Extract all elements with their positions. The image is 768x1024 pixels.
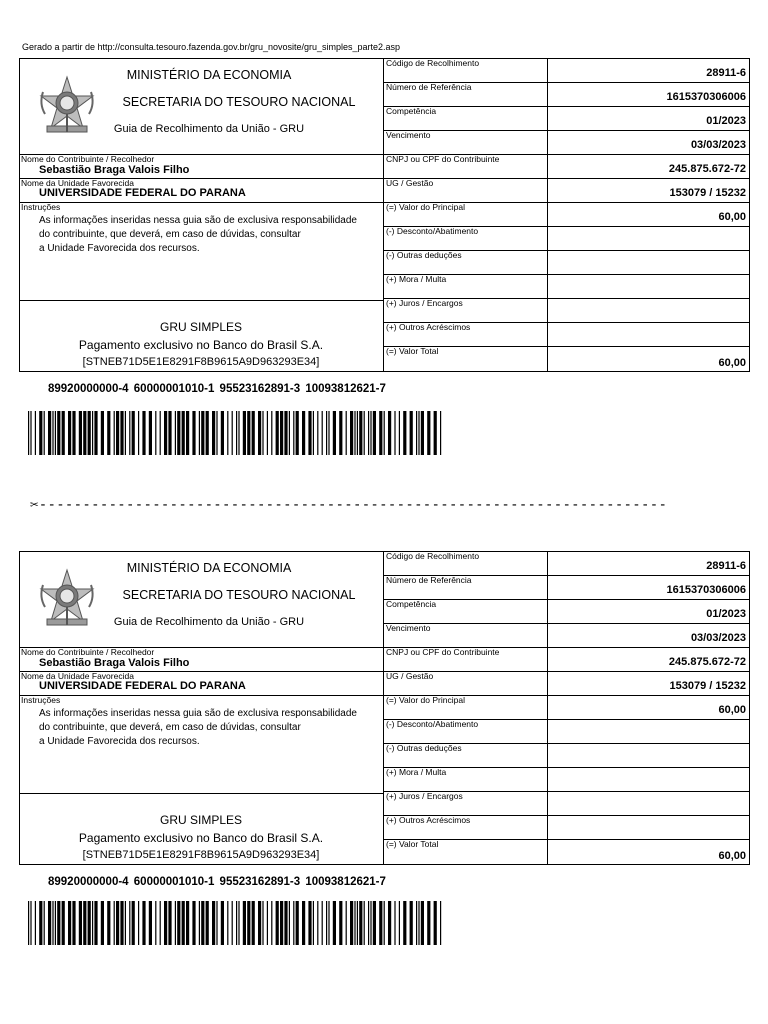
form-title: Guia de Recolhimento da União - GRU bbox=[113, 123, 305, 135]
barcode-bar bbox=[326, 411, 327, 455]
field-label: (+) Mora / Multa bbox=[386, 767, 447, 777]
field-value: 153079 / 15232 bbox=[669, 680, 746, 692]
barcode-bar bbox=[247, 411, 250, 455]
field-label: CNPJ ou CPF do Contribuinte bbox=[386, 154, 500, 164]
form-title: Guia de Recolhimento da União - GRU bbox=[113, 616, 305, 628]
barcode-bar bbox=[57, 901, 60, 945]
field-row-line bbox=[383, 130, 750, 131]
source-url-line: Gerado a partir de http://consulta.tesouro.fazenda.gov.br/gru_novosite/gru_simples_parte2.asp bbox=[22, 42, 401, 52]
barcode-bar bbox=[160, 411, 161, 455]
barcode-bar bbox=[125, 901, 126, 945]
field-label: Vencimento bbox=[386, 623, 431, 633]
barcode-bar bbox=[44, 901, 45, 945]
barcode-bar bbox=[164, 411, 167, 455]
barcode-bar bbox=[238, 901, 239, 945]
instruction-line: do contribuinte, que deverá, em caso de dúvidas, consultar bbox=[39, 722, 301, 733]
unit-label: Nome da Unidade Favorecida bbox=[21, 671, 134, 681]
barcode-bar bbox=[247, 901, 250, 945]
barcode-bar bbox=[308, 411, 311, 455]
barcode-bar bbox=[339, 901, 342, 945]
instruction-line: do contribuinte, que deverá, em caso de dúvidas, consultar bbox=[39, 229, 301, 240]
gru-simples-title: GRU SIMPLES bbox=[159, 813, 243, 827]
instructions-label: Instruções bbox=[21, 202, 61, 212]
barcode-bar bbox=[368, 411, 369, 455]
barcode-bar bbox=[216, 411, 217, 455]
barcode-bar bbox=[258, 411, 261, 455]
barcode-bar bbox=[403, 901, 406, 945]
unit-name: UNIVERSIDADE FEDERAL DO PARANA bbox=[39, 680, 246, 692]
barcode-bar bbox=[394, 411, 395, 455]
field-label: Número de Referência bbox=[386, 575, 472, 585]
barcode-bar bbox=[39, 411, 42, 455]
field-value: 60,00 bbox=[718, 211, 746, 223]
barcode-bar bbox=[72, 901, 75, 945]
barcode-bar bbox=[120, 411, 123, 455]
barcode-bar bbox=[357, 411, 358, 455]
barcode-bar bbox=[388, 901, 391, 945]
field-label: (-) Desconto/Abatimento bbox=[386, 226, 479, 236]
barcode-bar bbox=[149, 411, 152, 455]
gru-slip bbox=[19, 551, 750, 865]
field-row-line bbox=[383, 599, 750, 600]
field-label: CNPJ ou CPF do Contribuinte bbox=[386, 647, 500, 657]
row-line bbox=[19, 793, 383, 794]
barcode-bar bbox=[177, 901, 180, 945]
field-value: 245.875.672-72 bbox=[668, 163, 746, 175]
barcode-bar bbox=[238, 411, 239, 455]
barcode-bar bbox=[403, 411, 406, 455]
field-label: (+) Juros / Encargos bbox=[386, 791, 463, 801]
barcode-bar bbox=[164, 901, 167, 945]
barcode-bar bbox=[434, 411, 437, 455]
instruction-line: a Unidade Favorecida dos recursos. bbox=[39, 243, 200, 254]
barcode-digits: 89920000000-4 60000001010-1 95523162891-3 10093812621-7 bbox=[48, 383, 386, 395]
barcode-bar bbox=[83, 411, 86, 455]
field-label: (=) Valor do Principal bbox=[386, 202, 465, 212]
barcode-bar bbox=[271, 411, 272, 455]
ministry-title: MINISTÉRIO DA ECONOMIA bbox=[126, 68, 292, 82]
barcode-bar bbox=[267, 901, 268, 945]
barcode-bar bbox=[138, 901, 139, 945]
contributor-label: Nome do Contribuinte / Recolhedor bbox=[21, 647, 155, 657]
barcode-bar bbox=[427, 901, 430, 945]
barcode-bar bbox=[280, 901, 283, 945]
instruction-line: a Unidade Favorecida dos recursos. bbox=[39, 736, 200, 747]
field-value: 60,00 bbox=[718, 850, 746, 862]
barcode-bar bbox=[350, 411, 353, 455]
barcode-bar bbox=[267, 411, 268, 455]
ministry-title: MINISTÉRIO DA ECONOMIA bbox=[126, 561, 292, 575]
barcode-bar bbox=[227, 411, 228, 455]
barcode-bar bbox=[346, 901, 347, 945]
barcode-bar bbox=[399, 411, 400, 455]
barcode-bar bbox=[52, 901, 53, 945]
gru-slip bbox=[19, 58, 750, 372]
barcode-bar bbox=[83, 901, 86, 945]
barcode-bar bbox=[48, 901, 51, 945]
secretariat-title: SECRETARIA DO TESOURO NACIONAL bbox=[122, 95, 356, 109]
barcode-bar bbox=[79, 411, 82, 455]
barcode-bar bbox=[155, 411, 156, 455]
barcode-bar bbox=[28, 901, 29, 945]
barcode-bar bbox=[313, 901, 314, 945]
barcode-bar bbox=[293, 411, 294, 455]
barcode-bar bbox=[212, 411, 215, 455]
barcode-bar bbox=[232, 411, 233, 455]
field-label: (=) Valor Total bbox=[386, 346, 439, 356]
barcode-bar bbox=[440, 901, 441, 945]
barcode-bar bbox=[252, 901, 255, 945]
barcode-bar bbox=[243, 411, 246, 455]
barcode-bar bbox=[175, 901, 176, 945]
barcode-bar bbox=[262, 411, 263, 455]
field-value: 28911-6 bbox=[706, 67, 746, 79]
barcode-bar bbox=[289, 411, 290, 455]
barcode-bar bbox=[317, 901, 318, 945]
barcode-bar bbox=[177, 411, 180, 455]
unit-name: UNIVERSIDADE FEDERAL DO PARANA bbox=[39, 187, 246, 199]
barcode-bar bbox=[313, 411, 314, 455]
barcode-bar bbox=[101, 901, 104, 945]
barcode-bar bbox=[68, 901, 71, 945]
barcode-bar bbox=[182, 901, 185, 945]
barcode-bar bbox=[30, 411, 31, 455]
field-value: 153079 / 15232 bbox=[669, 187, 746, 199]
barcode-bar bbox=[328, 411, 329, 455]
instructions-text bbox=[39, 214, 357, 256]
barcode-bar bbox=[354, 411, 355, 455]
barcode-bar bbox=[384, 901, 385, 945]
field-label: Número de Referência bbox=[386, 82, 472, 92]
barcode-bar bbox=[142, 411, 145, 455]
barcode-bar bbox=[296, 901, 299, 945]
barcode-bar bbox=[354, 901, 355, 945]
barcode-bar bbox=[48, 411, 51, 455]
barcode-bar bbox=[440, 411, 441, 455]
barcode-bar bbox=[55, 411, 56, 455]
field-value: 60,00 bbox=[718, 357, 746, 369]
barcode-bar bbox=[384, 411, 385, 455]
field-label: (+) Juros / Encargos bbox=[386, 298, 463, 308]
field-label: (+) Outros Acréscimos bbox=[386, 322, 471, 332]
barcode-bar bbox=[284, 411, 287, 455]
barcode-bar bbox=[114, 411, 115, 455]
barcode-bar bbox=[346, 411, 347, 455]
barcode-bar bbox=[236, 901, 237, 945]
barcode-bar bbox=[359, 411, 362, 455]
barcode-bar bbox=[394, 901, 395, 945]
barcode-bar bbox=[328, 901, 329, 945]
field-value: 01/2023 bbox=[706, 608, 746, 620]
barcode-bar bbox=[427, 411, 430, 455]
field-label: Competência bbox=[386, 599, 437, 609]
barcode-bar bbox=[182, 411, 185, 455]
field-value: 1615370306006 bbox=[666, 91, 746, 103]
barcode-bar bbox=[39, 901, 42, 945]
cut-dashes: ------------------------------------------------------------------------ bbox=[38, 497, 668, 513]
field-value: 60,00 bbox=[718, 704, 746, 716]
barcode-bar bbox=[421, 901, 424, 945]
barcode-bar bbox=[35, 411, 36, 455]
barcode-bar bbox=[357, 901, 358, 945]
cut-line bbox=[30, 497, 667, 513]
barcode-bar bbox=[116, 411, 119, 455]
barcode-bar bbox=[364, 411, 365, 455]
barcode-bar bbox=[149, 901, 152, 945]
barcode-bar bbox=[199, 901, 200, 945]
barcode-bar bbox=[101, 411, 104, 455]
payment-note: Pagamento exclusivo no Banco do Brasil S.A. bbox=[78, 338, 324, 352]
field-label: UG / Gestão bbox=[386, 671, 434, 681]
field-row-line bbox=[383, 623, 750, 624]
barcode-bar bbox=[192, 411, 195, 455]
barcode-bar bbox=[333, 901, 336, 945]
gru-code: [STNEB71D5E1E8291F8B9615A9D963293E34] bbox=[82, 356, 320, 368]
barcode-bar bbox=[79, 901, 82, 945]
field-value: 28911-6 bbox=[706, 560, 746, 572]
barcode-bar bbox=[289, 901, 290, 945]
barcode-bar bbox=[94, 901, 97, 945]
barcode-bar bbox=[410, 411, 413, 455]
row-line bbox=[19, 695, 383, 696]
field-row-line bbox=[383, 671, 750, 672]
barcode-bar bbox=[416, 901, 417, 945]
barcode-bar bbox=[199, 411, 200, 455]
row-line bbox=[19, 202, 383, 203]
barcode-bar bbox=[62, 411, 65, 455]
barcode-bar bbox=[364, 901, 365, 945]
barcode-bar bbox=[57, 411, 60, 455]
field-label: UG / Gestão bbox=[386, 178, 434, 188]
barcode-bar bbox=[62, 901, 65, 945]
barcode-bar bbox=[35, 901, 36, 945]
barcode-bar bbox=[276, 411, 279, 455]
gru-simples-title: GRU SIMPLES bbox=[159, 320, 243, 334]
barcode-bar bbox=[399, 901, 400, 945]
barcode-bar bbox=[129, 411, 130, 455]
field-value: 01/2023 bbox=[706, 115, 746, 127]
contributor-label: Nome do Contribuinte / Recolhedor bbox=[21, 154, 155, 164]
barcode-bar bbox=[379, 411, 382, 455]
barcode-bar bbox=[168, 901, 171, 945]
barcode-bar bbox=[132, 411, 135, 455]
barcode-bar bbox=[373, 901, 376, 945]
barcode-bar bbox=[175, 411, 176, 455]
field-value: 03/03/2023 bbox=[690, 139, 746, 151]
field-label: Código de Recolhimento bbox=[386, 551, 480, 561]
barcode-bar bbox=[92, 901, 93, 945]
coat-of-arms-icon bbox=[35, 74, 99, 138]
barcode-bar bbox=[206, 901, 209, 945]
barcode-bar bbox=[276, 901, 279, 945]
barcode-bar bbox=[227, 901, 228, 945]
barcode-bar bbox=[30, 901, 31, 945]
field-label: Competência bbox=[386, 106, 437, 116]
barcode-bar bbox=[206, 411, 209, 455]
barcode-digits: 89920000000-4 60000001010-1 95523162891-3 10093812621-7 bbox=[48, 876, 386, 888]
barcode-bar bbox=[88, 411, 91, 455]
barcode-bar bbox=[107, 901, 110, 945]
barcode-bar bbox=[116, 901, 119, 945]
field-label: (-) Outras deduções bbox=[386, 250, 462, 260]
barcode-bar bbox=[55, 901, 56, 945]
barcode-bar bbox=[302, 411, 305, 455]
barcode-bar bbox=[339, 411, 342, 455]
field-label: Vencimento bbox=[386, 130, 431, 140]
barcode-bar bbox=[434, 901, 437, 945]
barcode-bar bbox=[359, 901, 362, 945]
barcode-bar bbox=[317, 411, 318, 455]
barcode-bar bbox=[221, 901, 224, 945]
field-label: (=) Valor do Principal bbox=[386, 695, 465, 705]
barcode-bar bbox=[258, 901, 261, 945]
barcode-bar bbox=[373, 411, 376, 455]
instruction-line: As informações inseridas nessa guia são de exclusiva responsabilidade bbox=[39, 215, 357, 226]
barcode-bar bbox=[243, 901, 246, 945]
barcode-bar bbox=[107, 411, 110, 455]
barcode-bar bbox=[94, 411, 97, 455]
barcode-bar bbox=[271, 901, 272, 945]
field-row-line bbox=[383, 106, 750, 107]
barcode-bar bbox=[293, 901, 294, 945]
payment-note: Pagamento exclusivo no Banco do Brasil S.A. bbox=[78, 831, 324, 845]
barcode-bar bbox=[418, 901, 419, 945]
barcode-bar bbox=[416, 411, 417, 455]
barcode-bar bbox=[92, 411, 93, 455]
coat-of-arms-icon bbox=[35, 567, 99, 631]
instruction-line: As informações inseridas nessa guia são de exclusiva responsabilidade bbox=[39, 708, 357, 719]
barcode-bar bbox=[350, 901, 353, 945]
field-label: (-) Desconto/Abatimento bbox=[386, 719, 479, 729]
barcode-bar bbox=[28, 411, 29, 455]
contributor-name: Sebastião Braga Valois Filho bbox=[39, 657, 190, 669]
barcode-bar bbox=[132, 901, 135, 945]
barcode-image bbox=[28, 411, 445, 455]
barcode-bar bbox=[410, 901, 413, 945]
field-label: (+) Mora / Multa bbox=[386, 274, 447, 284]
barcode-bar bbox=[192, 901, 195, 945]
barcode-bar bbox=[138, 411, 139, 455]
field-row-line bbox=[383, 178, 750, 179]
barcode-bar bbox=[421, 411, 424, 455]
barcode-bar bbox=[168, 411, 171, 455]
barcode-bar bbox=[232, 901, 233, 945]
barcode-bar bbox=[370, 901, 371, 945]
barcode-bar bbox=[322, 411, 323, 455]
secretariat-title: SECRETARIA DO TESOURO NACIONAL bbox=[122, 588, 356, 602]
barcode-bar bbox=[296, 411, 299, 455]
unit-label: Nome da Unidade Favorecida bbox=[21, 178, 134, 188]
row-line bbox=[19, 300, 383, 301]
barcode-bar bbox=[186, 411, 189, 455]
barcode-bar bbox=[322, 901, 323, 945]
barcode-bar bbox=[201, 411, 204, 455]
barcode-bar bbox=[370, 411, 371, 455]
barcode-bar bbox=[212, 901, 215, 945]
barcode-bar bbox=[72, 411, 75, 455]
barcode-bar bbox=[236, 411, 237, 455]
barcode-bar bbox=[44, 411, 45, 455]
barcode-bar bbox=[155, 901, 156, 945]
barcode-bar bbox=[120, 901, 123, 945]
field-label: (+) Outros Acréscimos bbox=[386, 815, 471, 825]
barcode-bar bbox=[68, 411, 71, 455]
barcode-bar bbox=[368, 901, 369, 945]
field-label: (-) Outras deduções bbox=[386, 743, 462, 753]
barcode-bar bbox=[216, 901, 217, 945]
barcode-bar bbox=[201, 901, 204, 945]
barcode-bar bbox=[186, 901, 189, 945]
instructions-label: Instruções bbox=[21, 695, 61, 705]
barcode-image bbox=[28, 901, 445, 945]
barcode-bar bbox=[326, 901, 327, 945]
barcode-bar bbox=[388, 411, 391, 455]
field-value: 03/03/2023 bbox=[690, 632, 746, 644]
barcode-bar bbox=[160, 901, 161, 945]
barcode-bar bbox=[88, 901, 91, 945]
field-label: Código de Recolhimento bbox=[386, 58, 480, 68]
contributor-name: Sebastião Braga Valois Filho bbox=[39, 164, 190, 176]
field-value: 1615370306006 bbox=[666, 584, 746, 596]
scissors-icon: ✂ bbox=[30, 497, 39, 513]
barcode-bar bbox=[52, 411, 53, 455]
gru-code: [STNEB71D5E1E8291F8B9615A9D963293E34] bbox=[82, 849, 320, 861]
barcode-bar bbox=[125, 411, 126, 455]
barcode-bar bbox=[284, 901, 287, 945]
barcode-bar bbox=[114, 901, 115, 945]
barcode-bar bbox=[142, 901, 145, 945]
barcode-bar bbox=[418, 411, 419, 455]
barcode-bar bbox=[252, 411, 255, 455]
barcode-bar bbox=[308, 901, 311, 945]
barcode-bar bbox=[262, 901, 263, 945]
barcode-bar bbox=[302, 901, 305, 945]
barcode-bar bbox=[333, 411, 336, 455]
field-label: (=) Valor Total bbox=[386, 839, 439, 849]
barcode-bar bbox=[221, 411, 224, 455]
instructions-text bbox=[39, 707, 357, 749]
field-value: 245.875.672-72 bbox=[668, 656, 746, 668]
barcode-bar bbox=[280, 411, 283, 455]
barcode-bar bbox=[129, 901, 130, 945]
barcode-bar bbox=[379, 901, 382, 945]
